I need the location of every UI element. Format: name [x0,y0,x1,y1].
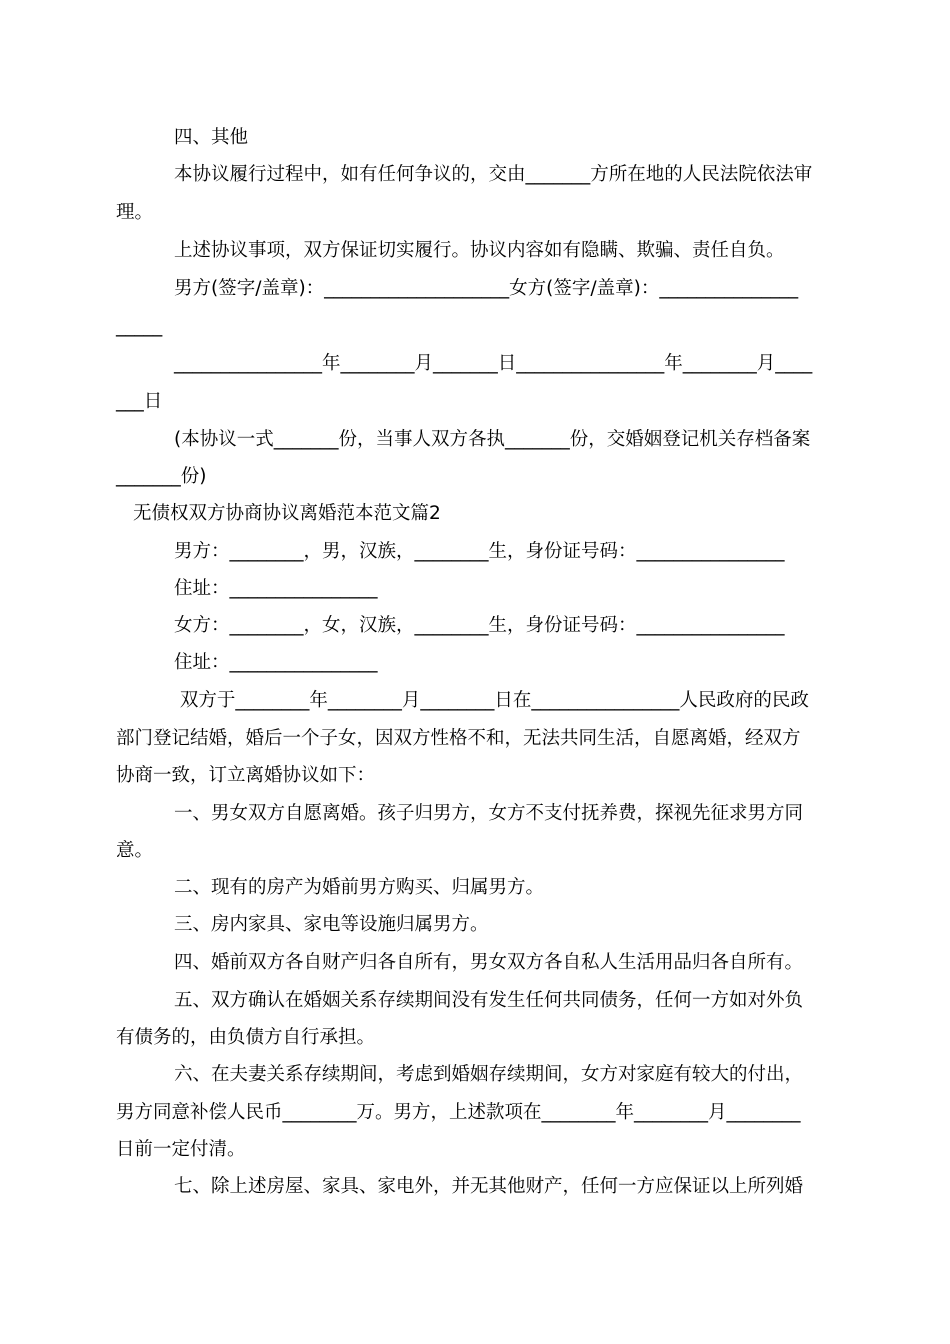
clause-line: 日前一定付清。 [116,1139,246,1160]
clause-line: 二、现有的房产为婚前男方购买、归属男方。 [174,877,545,898]
clause-line: 四、婚前双方各自财产归各自所有，男女双方各自私人生活用品归各自所有。 [174,952,804,973]
date-line: ___日 [116,391,163,412]
clause-line: 男方同意补偿人民币________万。男方，上述款项在________年________月________ [116,1102,801,1123]
signature-line: 男方(签字/盖章)：____________________女方(签字/盖章)：_______________ [174,278,799,299]
clause-line: 三、房内家具、家电等设施归属男方。 [174,914,489,935]
paragraph-line: 上述协议事项，双方保证切实履行。协议内容如有隐瞒、欺骗、责任自负。 [174,240,785,261]
clause-line: 七、除上述房屋、家具、家电外，并无其他财产，任何一方应保证以上所列婚 [174,1176,804,1197]
section-title: 无债权双方协商协议离婚范本范文篇2 [133,503,441,524]
address-line: 住址：________________ [174,652,378,673]
clause-line: 一、男女双方自愿离婚。孩子归男方，女方不支付抚养费，探视先征求男方同 [174,803,804,824]
paragraph-line: 部门登记结婚，婚后一个子女，因双方性格不和，无法共同生活，自愿离婚，经双方 [116,728,801,749]
party-info-line: 男方：________，男，汉族，________生，身份证号码：________________ [174,541,785,562]
clause-line: 意。 [116,840,154,861]
paragraph-line: (本协议一式_______份，当事人双方各执_______份，交婚姻登记机关存档备案 [174,429,811,450]
paragraph-line: 理。 [116,202,154,223]
clause-line: 五、双方确认在婚姻关系存续期间没有发生任何共同债务，任何一方如对外负 [174,990,804,1011]
paragraph-line: 协商一致，订立离婚协议如下： [116,765,376,786]
clause-line: 六、在夫妻关系存续期间，考虑到婚姻存续期间，女方对家庭有较大的付出， [174,1064,804,1085]
section-heading-other: 四、其他 [174,127,249,148]
date-line: ________________年________月_______日________________年________月____ [174,353,813,374]
signature-line: _____ [116,316,163,337]
paragraph-line: 双方于________年________月________日在________________人民政府的民政 [174,690,809,711]
address-line: 住址：________________ [174,578,378,599]
paragraph-line: _______份) [116,466,207,487]
clause-line: 有债务的，由负债方自行承担。 [116,1027,376,1048]
paragraph-line: 本协议履行过程中，如有任何争议的，交由_______方所在地的人民法院依法审 [174,164,813,185]
party-info-line: 女方：________，女，汉族，________生，身份证号码：________________ [174,615,785,636]
